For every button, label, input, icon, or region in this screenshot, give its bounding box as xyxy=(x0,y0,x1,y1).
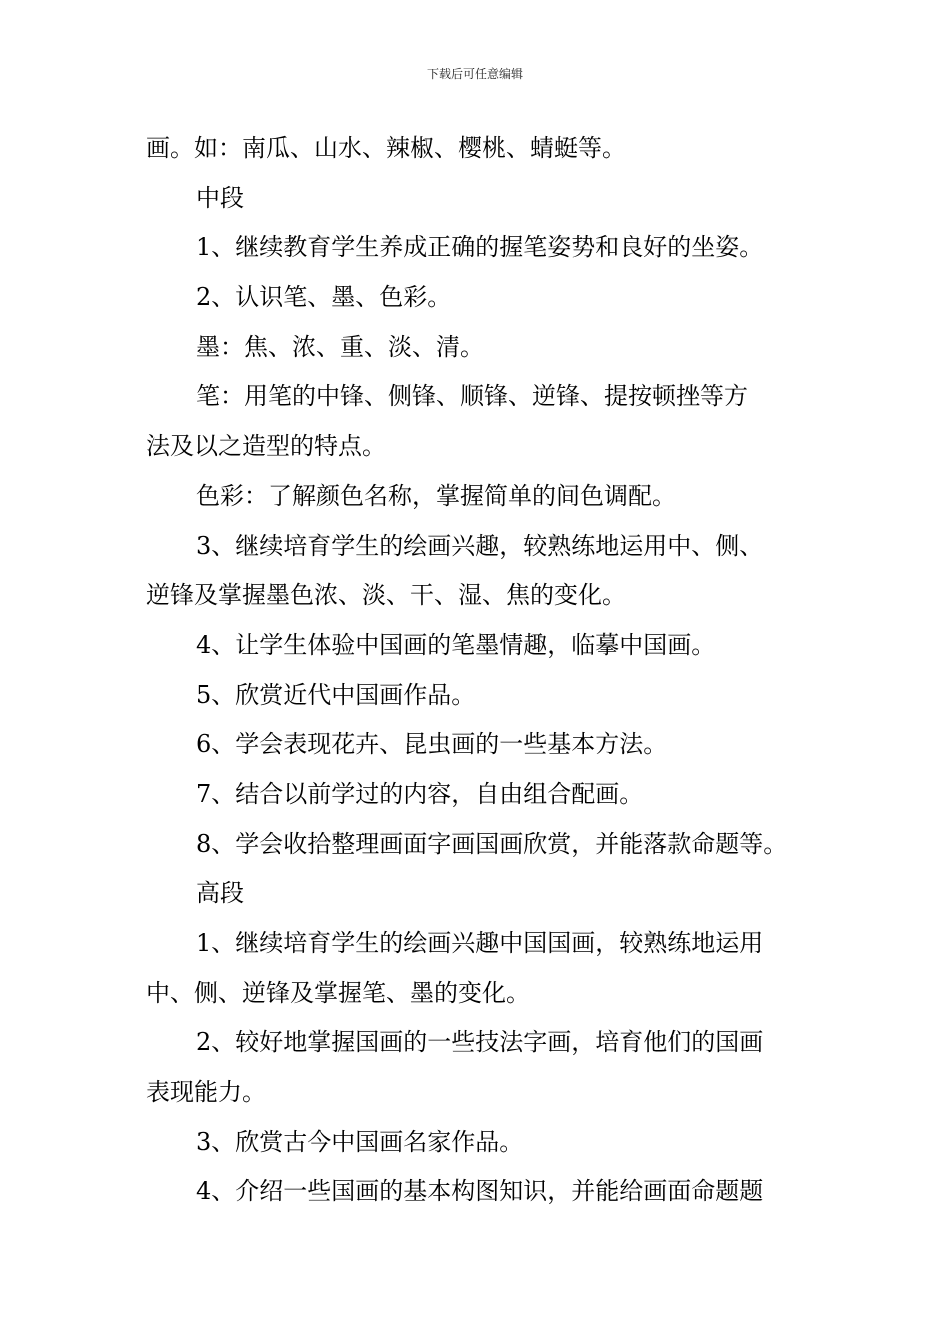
text-line-3: 1、继续教育学生养成正确的握笔姿势和良好的坐姿。 xyxy=(196,233,764,262)
text-line-12: 5、欣赏近代中国画作品。 xyxy=(196,680,476,709)
text-line-22: 4、介绍一些国画的基本构图知识，并能给画面命题题 xyxy=(196,1177,764,1206)
document-body xyxy=(146,124,816,1217)
text-line-10: 逆锋及掌握墨色浓、淡、干、湿、焦的变化。 xyxy=(146,581,626,610)
text-line-9: 3、继续培育学生的绘画兴趣，较熟练地运用中、侧、 xyxy=(196,531,764,560)
text-line-21: 3、欣赏古今中国画名家作品。 xyxy=(196,1127,524,1156)
text-line-11: 4、让学生体验中国画的笔墨情趣，临摹中国画。 xyxy=(196,630,716,659)
text-line-4: 2、认识笔、墨、色彩。 xyxy=(196,283,452,312)
text-line-18: 中、侧、逆锋及掌握笔、墨的变化。 xyxy=(146,978,530,1007)
text-line-6: 笔：用笔的中锋、侧锋、顺锋、逆锋、提按顿挫等方 xyxy=(196,382,748,411)
text-line-7: 法及以之造型的特点。 xyxy=(146,432,386,461)
text-line-19: 2、较好地掌握国画的一些技法字画，培育他们的国画 xyxy=(196,1028,764,1057)
text-line-15: 8、学会收拾整理画面字画国画欣赏，并能落款命题等。 xyxy=(196,829,788,858)
text-line-1: 画。如：南瓜、山水、辣椒、樱桃、蜻蜓等。 xyxy=(146,134,626,162)
text-line-14: 7、结合以前学过的内容，自由组合配画。 xyxy=(196,779,644,808)
page-header: 下载后可任意编辑 xyxy=(426,67,523,81)
section-heading-upper: 高段 xyxy=(196,879,244,908)
text-line-8: 色彩：了解颜色名称，掌握简单的间色调配。 xyxy=(196,481,676,510)
text-line-17: 1、继续培育学生的绘画兴趣中国国画，较熟练地运用 xyxy=(196,929,764,957)
section-heading-middle: 中段 xyxy=(196,183,244,212)
text-line-13: 6、学会表现花卉、昆虫画的一些基本方法。 xyxy=(196,730,668,759)
text-line-5: 墨：焦、浓、重、淡、清。 xyxy=(196,332,484,361)
text-line-20: 表现能力。 xyxy=(146,1078,266,1107)
